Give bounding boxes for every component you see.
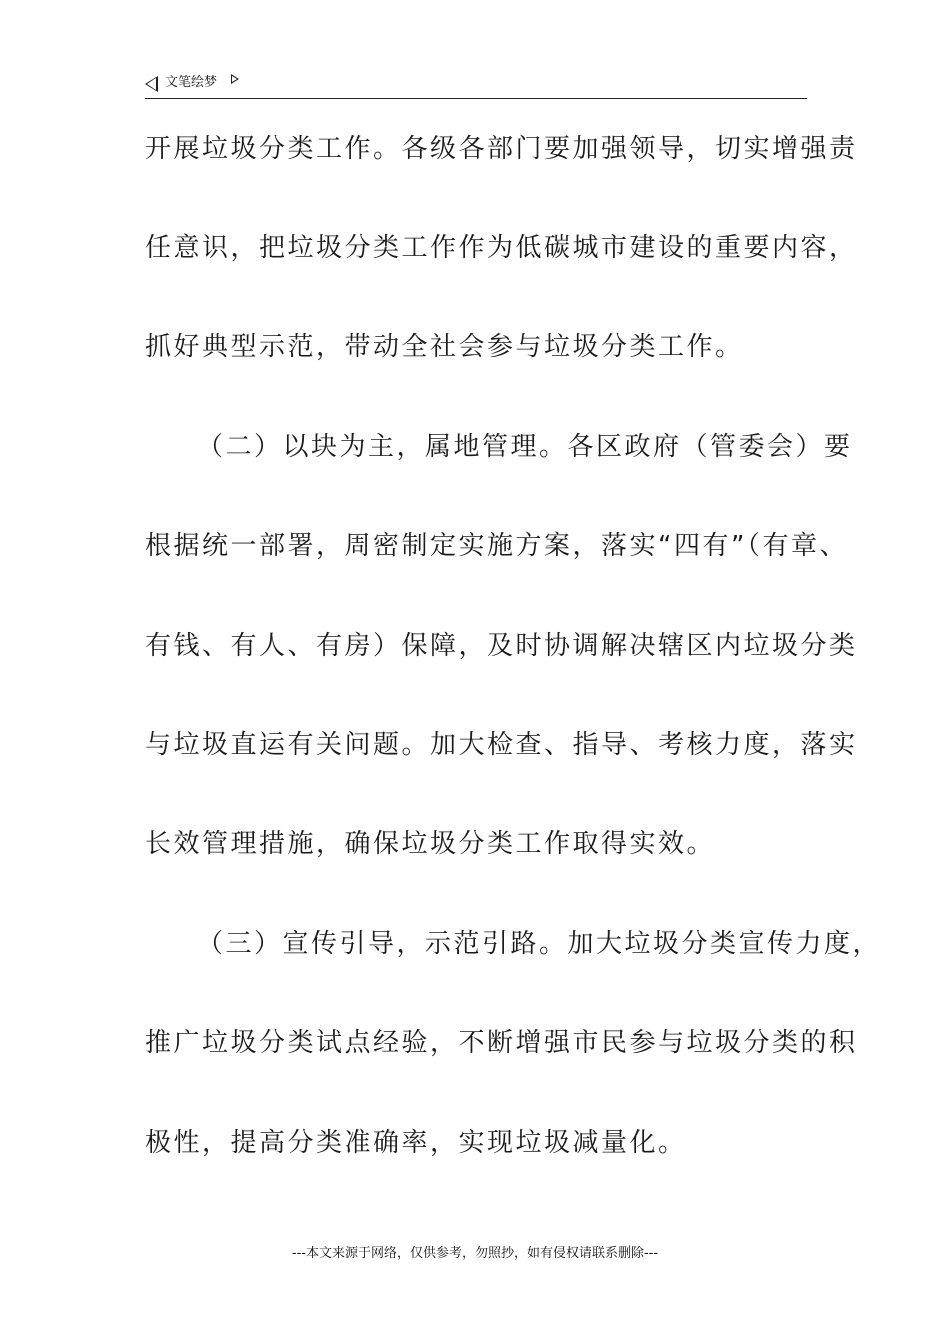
footer-disclaimer: ---本文来源于网络，仅供参考，勿照抄，如有侵权请联系删除--- — [291, 1246, 659, 1261]
text-line: 与垃圾直运有关问题。加大检查、指导、考核力度，落实 — [145, 730, 858, 760]
text-line: 任意识，把垃圾分类工作作为低碳城市建设的重要内容， — [145, 233, 858, 263]
page-header — [145, 72, 807, 99]
left-triangle-icon — [145, 76, 158, 92]
text-line: 根据统一部署，周密制定实施方案，落实“四有”（有章、 — [145, 531, 848, 561]
header-title: 文笔绘梦 — [165, 75, 218, 90]
text-line: 抓好典型示范，带动全社会参与垃圾分类工作。 — [145, 332, 744, 362]
right-triangle-icon — [231, 74, 239, 84]
text-line: 推广垃圾分类试点经验，不断增强市民参与垃圾分类的积 — [145, 1028, 858, 1058]
paragraph-heading-2: （二）以块为主，属地管理。各区政府（管委会）要 — [197, 432, 853, 462]
text-line: 有钱、有人、有房）保障，及时协调解决辖区内垃圾分类 — [145, 631, 858, 661]
text-line: 极性，提高分类准确率，实现垃圾减量化。 — [145, 1128, 687, 1158]
paragraph-heading-3: （三）宣传引导，示范引路。加大垃圾分类宣传力度， — [197, 929, 882, 959]
text-line: 长效管理措施，确保垃圾分类工作取得实效。 — [145, 829, 716, 859]
text-line: 开展垃圾分类工作。各级各部门要加强领导，切实增强责 — [145, 134, 858, 164]
